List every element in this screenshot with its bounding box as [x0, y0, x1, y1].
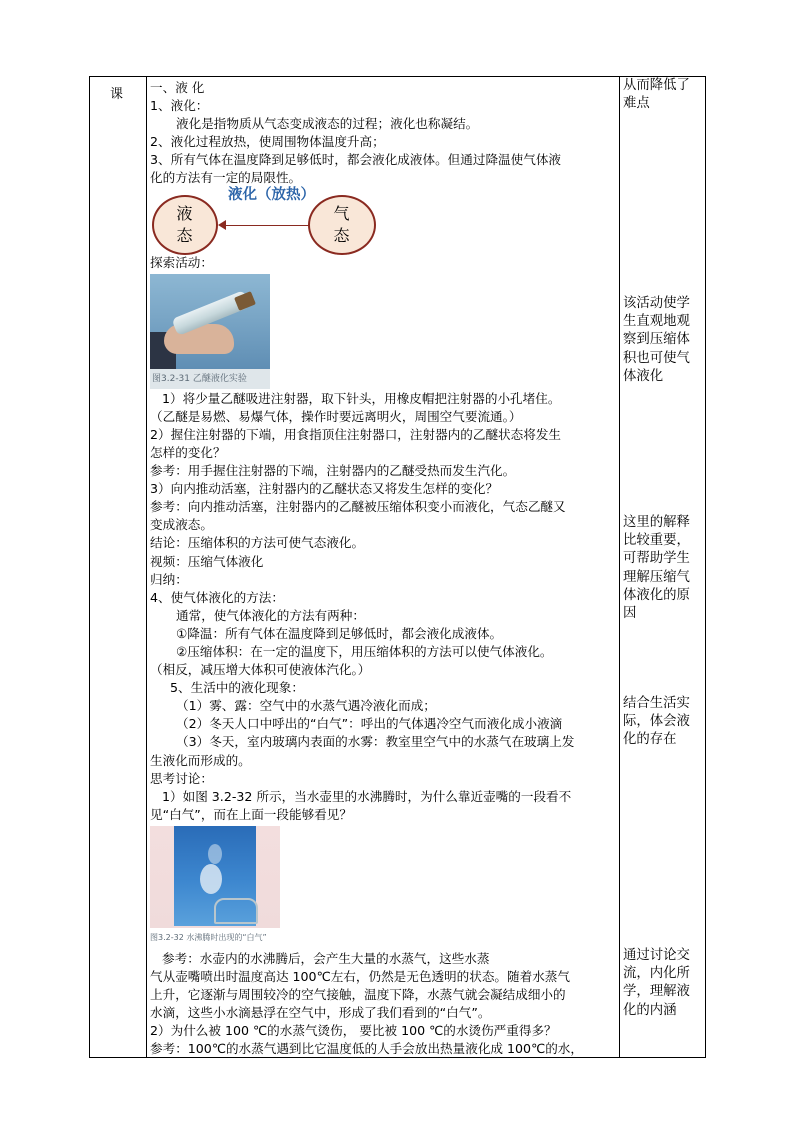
answer-text: 变成液态。 — [150, 517, 213, 533]
question-text: 3）向内推动活塞，注射器内的乙醚状态又将发生怎样的变化？ — [150, 481, 499, 497]
liquefaction-diagram — [152, 186, 392, 255]
section-heading: 一、液 化 — [150, 80, 205, 95]
column-divider — [146, 77, 147, 1057]
figure-caption: 图3.2-31 乙醚液化实验 — [150, 369, 270, 389]
phenomenon-text: （1）雾、露：空气中的水蒸气遇冷液化而成； — [176, 698, 436, 714]
figure-caption: 图3.2-32 水沸腾时出现的“白气” — [150, 932, 267, 942]
design-note: 通过讨论交 流，内化所 学，理解液 化的内涵 — [623, 948, 690, 1018]
subheading: 1、液化： — [150, 98, 209, 114]
text-line: 3、所有气体在温度降到足够低时，都会液化成液体。但通过降温使气体液 — [150, 152, 562, 168]
discussion-heading: 思考讨论： — [150, 770, 213, 786]
text-line: （乙醚是易燃、易爆气体，操作时要远离明火，周围空气要流通。） — [150, 408, 522, 424]
method-text: ②压缩体积：在一定的温度下，用压缩体积的方法可以使气体液化。 — [176, 643, 553, 659]
phenomenon-text: （3）冬天，室内玻璃内表面的水雾：教室里空气中的水蒸气在玻璃上发 — [176, 734, 575, 750]
design-note: 结合生活实 际，体会液 化的存在 — [623, 696, 690, 748]
text-line: 化的方法有一定的局限性。 — [150, 170, 302, 186]
liquid-state-bubble: 液 态 — [152, 195, 218, 255]
summary-heading: 归纳： — [150, 571, 188, 587]
answer-text: 参考：水壶内的水沸腾后，会产生大量的水蒸气，这些水蒸 — [162, 951, 490, 966]
lesson-table — [89, 76, 706, 1058]
answer-text: 水滴，这些小水滴悬浮在空气中，形成了我们看到的“白气”。 — [150, 1005, 491, 1021]
method-text: ①降温：所有气体在温度降到足够低时，都会液化成液体。 — [176, 625, 503, 641]
gas-state-bubble: 气 态 — [308, 195, 376, 255]
activity-heading: 探索活动： — [150, 254, 213, 270]
text-line: （相反，减压增大体积可使液体汽化。） — [150, 662, 371, 678]
arrow-left-icon — [218, 220, 226, 230]
conclusion-text: 结论：压缩体积的方法可使气态液化。 — [150, 535, 365, 551]
text-line: 生液化而形成的。 — [150, 752, 251, 768]
subheading: 5、生活中的液化现象： — [170, 680, 304, 696]
answer-text: 参考：用手握住注射器的下端，注射器内的乙醚受热而发生汽化。 — [150, 463, 516, 479]
video-text: 视频：压缩气体液化 — [150, 553, 264, 569]
question-text: 2）为什么被 100 ℃的水蒸气烫伤， 要比被 100 ℃的水烫伤严重得多？ — [150, 1023, 557, 1039]
phenomenon-text: （2）冬天人口中呼出的“白气”：呼出的气体遇冷空气而液化成小液滴 — [176, 716, 563, 732]
step-text: 1）将少量乙醚吸进注射器，取下针头，用橡皮帽把注射器的小孔堵住。 — [162, 390, 561, 406]
text-line: 通常，使气体液化的方法有两种： — [176, 607, 365, 623]
question-text: 2）握住注射器的下端，用食指顶住注射器口，注射器内的乙醚状态将发生 — [150, 426, 562, 442]
design-note: 该活动使学 生直观地观 察到压缩体 积也可使气 体液化 — [623, 296, 690, 384]
ether-experiment-photo — [150, 274, 270, 369]
answer-text: 气从壶嘴喷出时温度高达 100℃左右，仍然是无色透明的状态。随着水蒸气 — [150, 969, 570, 985]
stage-label: 课 — [110, 87, 124, 102]
question-text: 1）如图 3.2-32 所示，当水壶里的水沸腾时，为什么靠近壶嘴的一段看不 — [162, 788, 572, 804]
question-text: 见“白气”，而在上面一段能够看见？ — [150, 806, 352, 822]
answer-text: 上升，它逐渐与周围较冷的空气接触，温度下降，水蒸气就会凝结成细小的 — [150, 987, 566, 1003]
steam-kettle-photo — [150, 826, 280, 928]
answer-text: 参考：100℃的水蒸气遇到比它温度低的人手会放出热量液化成 100℃的水， — [150, 1041, 583, 1057]
answer-text: 参考：向内推动活塞，注射器内的乙醚被压缩体积变小而液化，气态乙醚又 — [150, 499, 566, 515]
arrow-line — [222, 225, 310, 226]
definition-text: 液化是指物质从气态变成液态的过程；液化也称凝结。 — [176, 116, 479, 132]
design-note: 这里的解释 比较重要， 可帮助学生 理解压缩气 体液化的原 因 — [623, 515, 690, 622]
content-column — [150, 79, 620, 1059]
subheading: 4、使气体液化的方法： — [150, 589, 284, 605]
diagram-title: 液化（放热） — [228, 186, 315, 203]
stage-column — [90, 77, 146, 1057]
text-line: 2、液化过程放热，使周围物体温度升高； — [150, 134, 385, 150]
design-note: 从而降低了 难点 — [623, 78, 690, 112]
question-text: 怎样的变化？ — [150, 444, 226, 460]
